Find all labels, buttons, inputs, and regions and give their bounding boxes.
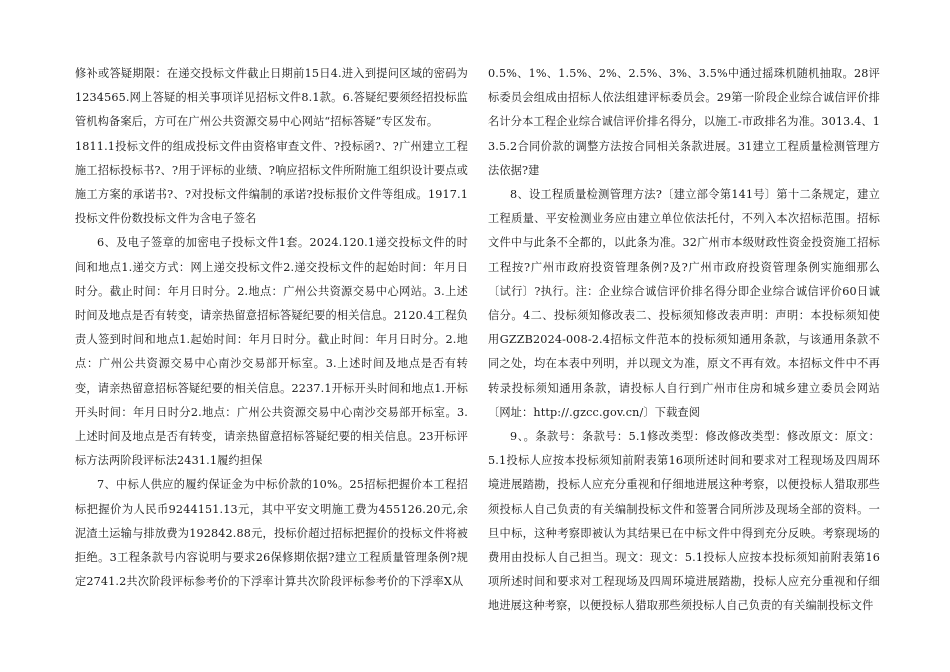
paragraph: 1811.1投标文件的组成投标文件由资格审查文件、?投标函?、?广州建立工程施工招标投标书?、?用于评标的业绩、?响应招标文件所附施工组织设计要点或施工方案的承诺书?、?对投标文件编制的承诺?投标报价文件等组成。1917.1投标文件份数投标文件为含电子签名 bbox=[75, 139, 468, 226]
paragraph: 9、。条款号：条款号：5.1修改类型：修改修改类型：修改原文：原文：5.1投标人应按本投标须知前附表第16项所述时间和要求对工程现场及四周环境进展踏勘，投标人应充分重视和仔细地进展这种考察，以便投标人猎取那些须投标人自己负责的有关编制投标文件和签署合同所涉及现场全部的资料。一旦中标，这种考察即被认为其结果已在中标文件中得到充分反映。考察现场的费用由投标人自己担当。现文：现文：5.1投标人应按本投标须知前附表第16项所述时间和要求对工程现场及四周环境进展踏勘，投标人应充分重视和仔细地进展这种考察，以便投标人猎取那些须投标人自己负责的有关编制投标文件 bbox=[488, 430, 880, 613]
paragraph: 6、及电子签章的加密电子投标文件1套。2024.120.1递交投标文件的时间和地点1.递交方式：网上递交投标文件2.递交投标文件的起始时间：年月日时分。截止时间：年月日时分。2.地点：广州公共资源交易中心网站。3.上述时间及地点是否有转变，请亲热留意招标答疑纪要的相关信息。2120.4工程负责人签到时间和地点1.起始时间：年月日时分。截止时间：年月日时分。2.地点：广州公共资源交易中心南沙交易部开标室。3.上述时间及地点是否有转变，请亲热留意招标答疑纪要的相关信息。2237.1开标开头时间和地点1.开标开头时间：年月日时分2.地点：广州公共资源交易中心南沙交易部开标室。3.上述时间及地点是否有转变，请亲热留意招标答疑纪要的相关信息。23开标评标方法两阶段评标法2431.1履约担保 bbox=[75, 236, 468, 468]
left-column bbox=[75, 62, 468, 594]
paragraph: 8、设工程质量检测管理方法?〔建立部令第141号〕第十二条规定，建立工程质量、平安检测业务应由建立单位依法托付，不列入本次招标范围。招标文件中与此条不全都的，以此条为准。32广州市本级财政性资金投资施工招标工程按?广州市政府投资管理条例?及?广州市政府投资管理条例实施细那么〔试行〕?执行。注：企业综合诚信评价排名得分即企业综合诚信评价60日诚信分。4二、投标须知修改表二、投标须知修改表声明：声明：本投标须知使用GZZB2024-008-2.4招标文件范本的投标须知通用条款，与该通用条款不同之处，均在本表中列明，并以现文为准，原文不再有效。本招标文件中不再转录投标须知通用条款，请投标人自行到广州市住房和城乡建立委员会网站〔网址：http://.gzcc.gov.cn/〕下载查阅 bbox=[488, 188, 880, 419]
paragraph: 7、中标人供应的履约保证金为中标价款的10%。25招标把握价本工程招标把握价为人民币9244151.13元，其中平安文明施工费为455126.20元,余泥渣土运输与排放费为192842.88元，投标价超过招标把握价的投标文件将被拒绝。3工程条款号内容说明与要求26保修期依据?建立工程质量管理条例?规定2741.2共次阶段评标参考价的下浮率计算共次阶段评标参考价的下浮率X从 bbox=[75, 478, 468, 589]
paragraph: 0.5%、1%、1.5%、2%、2.5%、3%、3.5%中通过摇珠机随机抽取。28评标委员会组成由招标人依法组建评标委员会。29第一阶段企业综合诚信评价排名计分本工程企业综合诚信评价排名得分，以施工-市政排名为准。3013.4、13.5.2合同价款的调整方法按合同相关条款进展。31建立工程质量检测管理方法依据?建 bbox=[488, 67, 880, 177]
right-column bbox=[488, 62, 880, 619]
paragraph: 修补或答疑期限：在递交投标文件截止日期前15日4.进入到提问区域的密码为1234565.网上答疑的相关事项详见招标文件8.1款。6.答疑纪要须经招投标监管机构备案后，方可在广州公共资源交易中心网站“招标答疑”专区发布。 bbox=[75, 67, 468, 129]
